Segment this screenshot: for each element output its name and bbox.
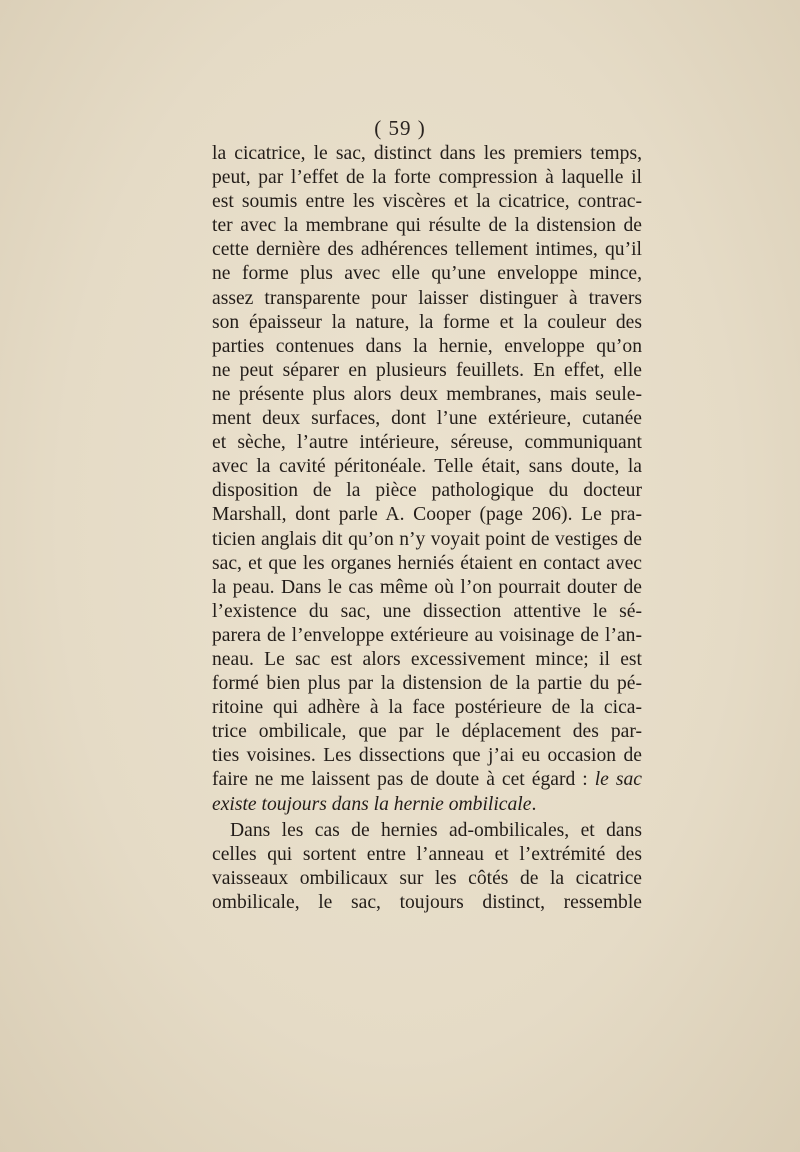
text-line: [212, 793, 642, 817]
text-line: celles qui sortent entre l’anneau et l’extrémité des: [212, 843, 642, 865]
text-line: peut, par l’effet de la forte compression à laquelle il: [212, 167, 642, 189]
text-line: sac, et que les organes herniés étaient en contact avec: [212, 552, 642, 574]
text-line: ment deux surfaces, dont l’une extérieure, cutanée: [212, 408, 642, 430]
text-line: est soumis entre les viscères et la cicatrice, contrac-: [212, 191, 642, 213]
text-line: l’existence du sac, une dissection attentive le sé-: [212, 600, 642, 622]
body-text: [212, 142, 642, 915]
emphasis-text: existe toujours dans la hernie ombilicale: [212, 793, 532, 815]
text-line: ter avec la membrane qui résulte de la distension de: [212, 215, 642, 237]
text-run: faire ne me laissent pas de doute à cet égard :: [212, 769, 588, 791]
text-line: parera de l’enveloppe extérieure au voisinage de l’an-: [212, 624, 642, 646]
text-line: Dans les cas de hernies ad-ombilicales, et dans: [230, 819, 642, 841]
text-line: avec la cavité péritonéale. Telle était, sans doute, la: [212, 456, 642, 478]
text-line: [212, 768, 642, 792]
text-line: vaisseaux ombilicaux sur les côtés de la cicatrice: [212, 867, 642, 889]
page-number: ( 59 ): [374, 116, 426, 140]
text-line: son épaisseur la nature, la forme et la couleur des: [212, 311, 642, 333]
text-line: et sèche, l’autre intérieure, séreuse, communiquant: [212, 432, 642, 454]
text-line: assez transparente pour laisser distinguer à travers: [212, 287, 642, 309]
paragraph-1: [212, 142, 642, 817]
text-line: ne peut séparer en plusieurs feuillets. En effet, elle: [212, 359, 642, 381]
text-line: ne forme plus avec elle qu’une enveloppe mince,: [212, 263, 642, 285]
text-line: cette dernière des adhérences tellement intimes, qu’il: [212, 239, 642, 261]
text-line: ne présente plus alors deux membranes, mais seule-: [212, 383, 642, 405]
text-line: parties contenues dans la hernie, enveloppe qu’on: [212, 335, 642, 357]
text-line: Marshall, dont parle A. Cooper (page 206). Le pra-: [212, 504, 642, 526]
text-line: neau. Le sac est alors excessivement mince; il est: [212, 648, 642, 670]
text-line: disposition de la pièce pathologique du docteur: [212, 480, 642, 502]
text-line: la cicatrice, le sac, distinct dans les premiers temps,: [212, 143, 642, 164]
text-line: ombilicale, le sac, toujours distinct, ressemble: [212, 891, 642, 913]
text-line: ritoine qui adhère à la face postérieure de la cica-: [212, 697, 642, 719]
text-line: ties voisines. Les dissections que j’ai eu occasion de: [212, 745, 642, 767]
text-line: formé bien plus par la distension de la partie du pé-: [212, 673, 642, 695]
paragraph-2: [212, 819, 642, 915]
text-line: ticien anglais dit qu’on n’y voyait point de vestiges de: [212, 528, 642, 550]
text-run: .: [531, 793, 537, 815]
emphasis-text: le sac: [594, 769, 642, 791]
text-line: la peau. Dans le cas même où l’on pourrait douter de: [212, 576, 642, 598]
text-line: trice ombilicale, que par le déplacement des par-: [212, 721, 642, 743]
